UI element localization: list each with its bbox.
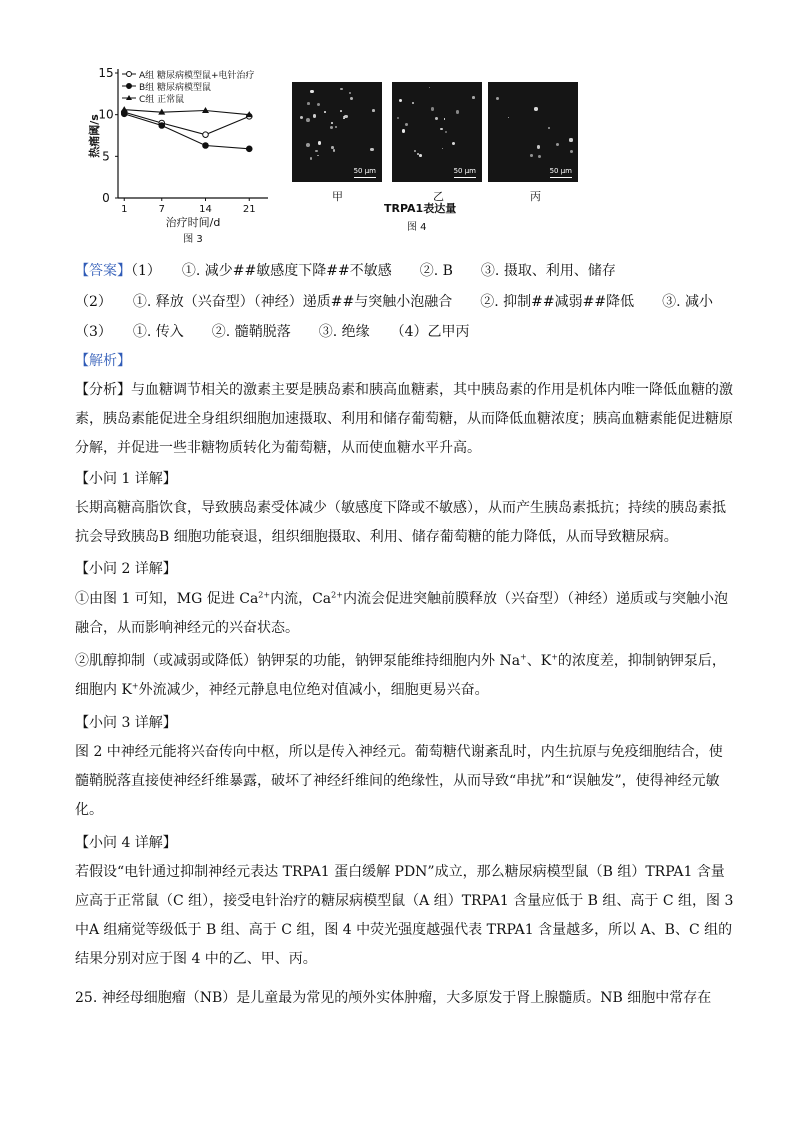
legend-marker xyxy=(127,84,132,89)
figure-4-caption: 图 4 xyxy=(407,222,427,233)
fluorescence-dot xyxy=(444,118,446,120)
micro-panel-jia xyxy=(292,82,382,182)
data-point xyxy=(246,146,252,152)
fluorescence-dot xyxy=(306,143,310,147)
x-tick-label: 1 xyxy=(121,204,128,215)
fluorescence-dot xyxy=(508,117,510,119)
scale-bar: 50 μm xyxy=(354,167,376,178)
figure-area xyxy=(70,58,590,248)
x-axis-label: 治疗时间/d xyxy=(165,216,221,229)
answer-line-3: （3） ①. 传入 ②. 髓鞘脱落 ③. 绝缘 （4）乙甲丙 xyxy=(75,324,470,340)
fluorescence-dot xyxy=(399,99,403,103)
x-tick-label: 21 xyxy=(242,204,256,215)
fluorescence-dot xyxy=(429,87,431,89)
fluorescence-dot xyxy=(331,122,333,124)
data-point xyxy=(159,123,165,129)
fluorescence-dot xyxy=(530,154,533,157)
q1-title: 【小问 1 详解】 xyxy=(75,471,177,487)
fluorescence-dot xyxy=(333,149,336,152)
fluorescence-dot xyxy=(442,148,444,150)
fluorescence-dot xyxy=(412,102,414,104)
fluorescence-dot xyxy=(556,143,559,146)
fluorescence-dot xyxy=(419,154,422,157)
fluorescence-dot xyxy=(324,111,326,113)
legend-label: B组 糖尿病模型鼠 xyxy=(139,83,212,93)
q3-title: 【小问 3 详解】 xyxy=(75,715,177,731)
fluorescence-dot xyxy=(340,88,342,90)
figure-3-caption: 图 3 xyxy=(183,234,203,245)
micro-panel-bing xyxy=(488,82,578,182)
data-point xyxy=(202,107,209,113)
scale-bar: 50 μm xyxy=(454,167,476,178)
fluorescence-dot xyxy=(570,150,573,153)
x-tick-label: 7 xyxy=(158,204,165,215)
analysis-tag: 【解析】 xyxy=(75,353,131,369)
fluorescence-dot xyxy=(313,114,316,117)
legend-label: C组 正常鼠 xyxy=(139,95,185,105)
fluorescence-dot xyxy=(440,128,443,131)
fluorescence-dot xyxy=(306,118,310,122)
fluorescence-dot xyxy=(300,116,303,119)
legend-marker xyxy=(127,72,132,77)
fluorescence-dot xyxy=(431,107,435,111)
fluorescence-dot xyxy=(318,141,322,145)
line-chart xyxy=(70,58,285,248)
fluorescence-dot xyxy=(534,107,537,110)
fluorescence-dot xyxy=(452,142,455,145)
fluorescence-dot xyxy=(435,117,438,120)
fluorescence-dot xyxy=(307,102,310,105)
series-line xyxy=(124,112,249,134)
scale-bar: 50 μm xyxy=(550,167,572,178)
fluorescence-dot xyxy=(472,96,475,99)
y-tick-label: 10 xyxy=(98,107,114,122)
y-tick-label: 15 xyxy=(98,66,114,80)
fluorescence-dot xyxy=(372,109,375,112)
fluorescence-dot xyxy=(417,153,419,155)
figure-4 xyxy=(292,82,592,248)
y-tick-label: 5 xyxy=(102,149,110,164)
fluorescence-dot xyxy=(343,118,345,120)
fluorescence-dot xyxy=(414,150,417,153)
q4-text: 若假设“电针通过抑制神经元表达 TRPA1 蛋白缓解 PDN”成立，那么糖尿病模型鼠（B 组）TRPA1 含量应高于正常鼠（C 组），接受电针治疗的糖尿病模型鼠（A 组）TRPA1 含量应低于 B 组、高于 C 组，图 3 中A 组痛觉等级低于 B 组、高于 C 组，图 4 中荧光强度越强代表 TRPA1 含量越多，所以 A、B、C 组的结果分别对应于图 4 中的乙、甲、丙。 xyxy=(75,864,734,967)
series-line xyxy=(124,110,249,115)
fluorescence-dot xyxy=(344,115,347,118)
x-tick-label: 14 xyxy=(199,204,212,215)
fluorescence-dot xyxy=(335,126,337,128)
fluorescence-dot xyxy=(310,90,314,94)
fluorescence-dot xyxy=(330,126,333,129)
fluorescence-dot xyxy=(310,157,313,160)
fluorescence-dot xyxy=(315,150,318,153)
answer-text-1: （1） ①. 减少##敏感度下降##不敏感 ②. B ③. 摄取、利用、储存 xyxy=(131,263,616,279)
fluorescence-dot xyxy=(548,127,550,129)
data-point xyxy=(203,132,209,138)
fluorescence-dot xyxy=(405,123,408,126)
next-question: 25. 神经母细胞瘤（NB）是儿童最为常见的颅外实体肿瘤，大多原发于肾上腺髓质。NB 细胞中常存在 xyxy=(75,990,712,1006)
fluorescence-dot xyxy=(317,103,320,106)
answer-line-1 xyxy=(75,260,616,280)
answer-line-2: （2） ①. 释放（兴奋型）（神经）递质##与突触小泡融合 ②. 抑制##减弱##降低 ③. 减小 xyxy=(75,294,713,310)
q2-para-2: ②肌醇抑制（或减弱或降低）钠钾泵的功能，钠钾泵能维持细胞内外 Na+、K+的浓度差，抑制钠钾泵后，细胞内 K+外流减少，神经元静息电位绝对值减小，细胞更易兴奋。 xyxy=(75,652,726,698)
figure-3 xyxy=(70,58,285,248)
micro-panel-yi xyxy=(392,82,482,182)
fluorescence-dot xyxy=(402,129,405,132)
figure-4-title: TRPA1表达量 xyxy=(384,202,457,215)
fluorescence-dot xyxy=(496,97,500,101)
analysis-intro: 【分析】与血糖调节相关的激素主要是胰岛素和胰高血糖素，其中胰岛素的作用是机体内唯一降低血糖的激素，胰岛素能促进全身组织细胞加速摄取、利用和储存葡萄糖，从而降低血糖浓度；胰高血糖素能促进糖原分解，并促进一些非糖物质转化为葡萄糖，从而使血糖水平升高。 xyxy=(75,382,733,456)
fluorescence-dot xyxy=(317,155,319,157)
q2-para-1: ①由图 1 可知，MG 促进 $Ca^{2+}$内流，$Ca^{2+}$内流会促进突触前膜释放（兴奋型）（神经）递质或与突触小泡融合，从而影响神经元的兴奋状态。 xyxy=(75,590,728,636)
fluorescence-dot xyxy=(445,131,447,133)
data-point xyxy=(121,106,128,112)
fluorescence-dot xyxy=(370,148,373,151)
data-point xyxy=(203,143,209,149)
fluorescence-dot xyxy=(397,117,400,120)
fluorescence-dot xyxy=(340,110,342,112)
answer-tag: 【答案】 xyxy=(75,263,131,279)
series-line xyxy=(124,114,249,149)
panel-label-bing: 丙 xyxy=(530,190,541,203)
q1-text: 长期高糖高脂饮食，导致胰岛素受体减少（敏感度下降或不敏感），从而产生胰岛素抵抗；持续的胰岛素抵抗会导致胰岛B 细胞功能衰退，组织细胞摄取、利用、储存葡萄糖的能力降低，从而导致糖尿病。 xyxy=(75,500,726,545)
fluorescence-dot xyxy=(537,145,540,148)
fluorescence-dot xyxy=(350,97,353,100)
q4-title: 【小问 4 详解】 xyxy=(75,835,177,851)
fluorescence-dot xyxy=(456,110,460,114)
panel-label-yi: 乙 xyxy=(433,190,444,203)
fluorescence-dot xyxy=(538,155,541,158)
fluorescence-dot xyxy=(349,92,352,95)
fluorescence-dot xyxy=(569,138,572,141)
legend-label: A组 糖尿病模型鼠+电针治疗 xyxy=(139,71,255,81)
panel-label-jia: 甲 xyxy=(332,190,343,203)
q2-title: 【小问 2 详解】 xyxy=(75,561,177,577)
y-tick-label: 0 xyxy=(102,191,110,205)
y-axis-label: 热痛阈/s xyxy=(88,114,101,158)
q3-text: 图 2 中神经元能将兴奋传向中枢，所以是传入神经元。葡萄糖代谢紊乱时，内生抗原与免疫细胞结合，使髓鞘脱落直接使神经纤维暴露，破坏了神经纤维间的绝缘性，从而导致“串扰”和“误触发”，使得神经元敏化。 xyxy=(75,744,723,818)
